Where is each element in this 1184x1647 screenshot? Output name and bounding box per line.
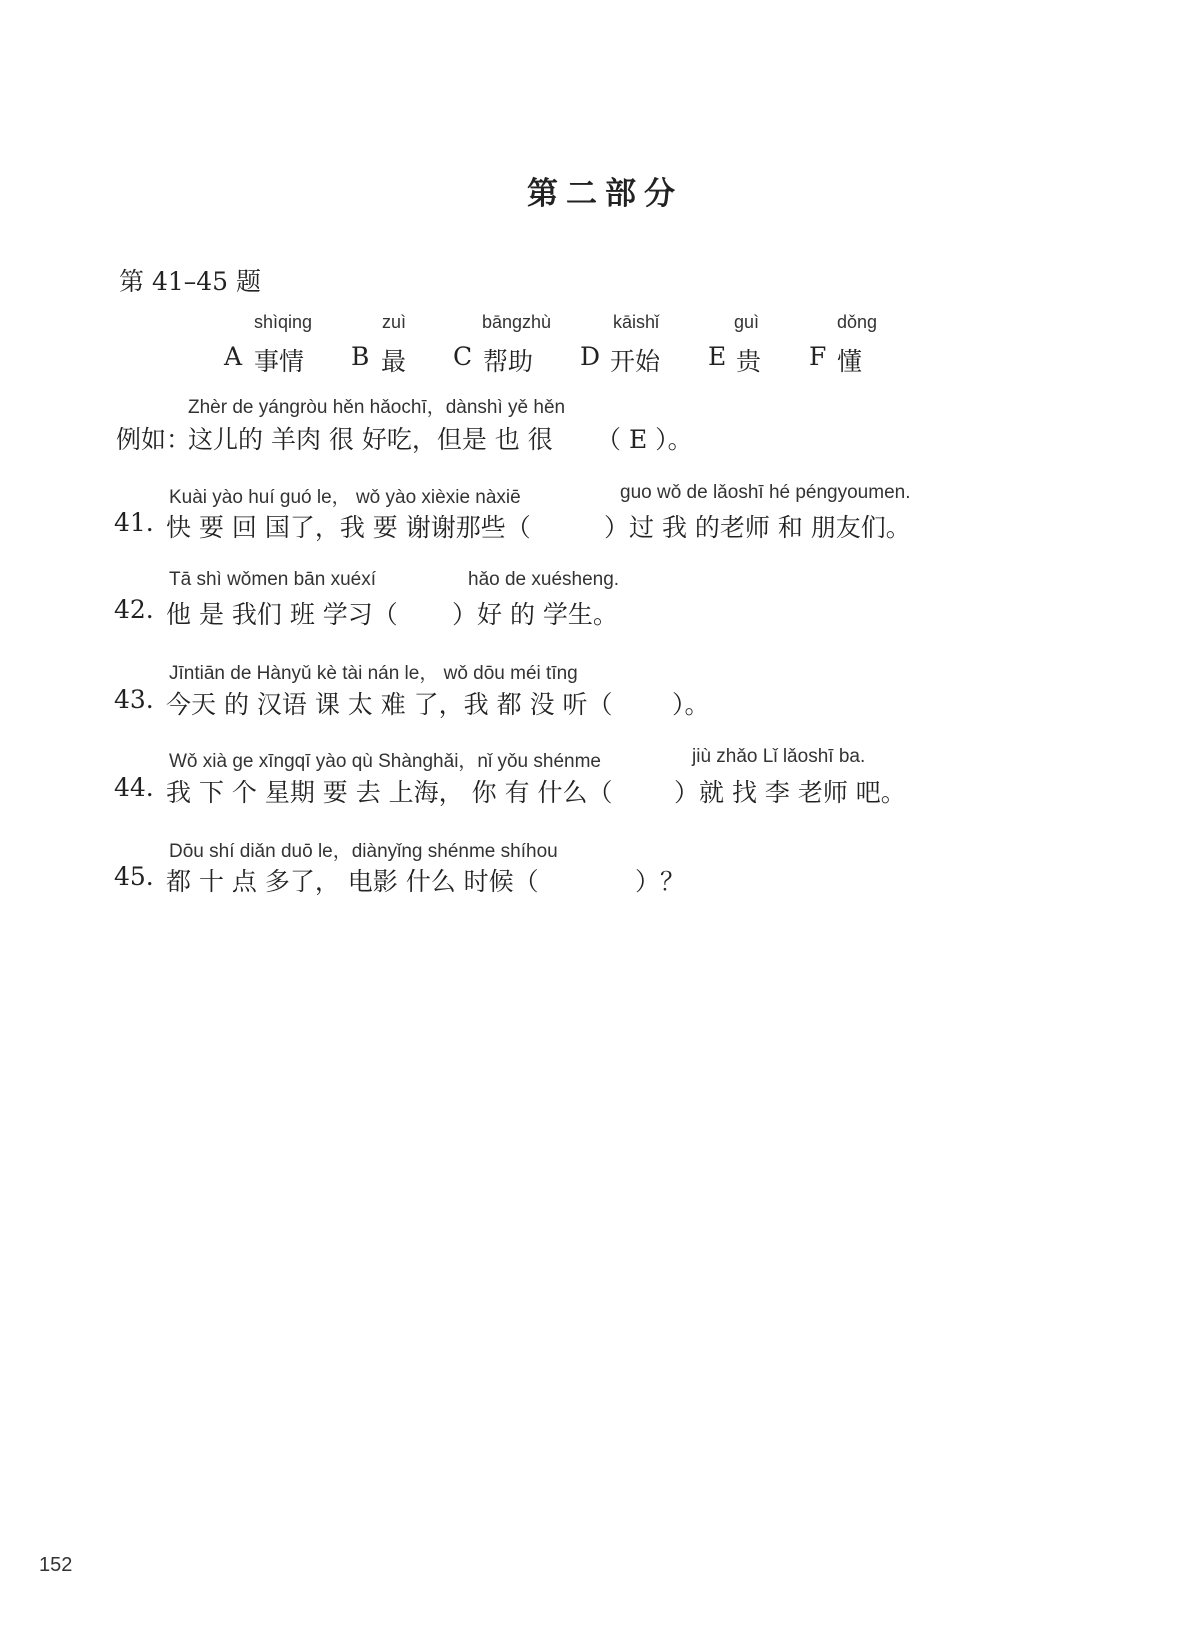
question-43-number: 43. bbox=[114, 685, 154, 714]
question-41-pinyin: Kuài yào huí guó le， wǒ yào xièxie nàxiē bbox=[169, 487, 521, 508]
question-44-sentence-tail: ）就 找 李 老师 吧。 bbox=[674, 778, 906, 807]
question-44-sentence: 我 下 个 星期 要 去 上海， 你 有 什么（ bbox=[166, 778, 613, 807]
option-letter: A bbox=[224, 342, 243, 371]
page-number: 152 bbox=[39, 1554, 73, 1576]
question-43-sentence-tail: ）。 bbox=[672, 690, 710, 719]
option-letter: C bbox=[453, 342, 473, 371]
option-word: 帮助 bbox=[483, 347, 534, 376]
question-41-sentence: 快 要 回 国了，我 要 谢谢那些（ bbox=[166, 513, 531, 542]
question-41-sentence-tail: ）过 我 的老师 和 朋友们。 bbox=[604, 513, 911, 542]
option-pinyin: kāishǐ bbox=[613, 312, 660, 332]
question-42-pinyin: Tā shì wǒmen bān xuéxí bbox=[169, 569, 376, 590]
option-pinyin: shìqing bbox=[254, 312, 313, 332]
section-heading: 第二部分 bbox=[527, 176, 683, 212]
question-44-number: 44. bbox=[114, 773, 154, 802]
option-word: 懂 bbox=[837, 347, 863, 376]
question-range: 第 41–45 题 bbox=[119, 267, 262, 296]
option-letter: D bbox=[580, 342, 601, 371]
option-pinyin: guì bbox=[734, 312, 760, 332]
question-43-sentence: 今天 的 汉语 课 太 难 了，我 都 没 听（ bbox=[166, 690, 613, 719]
option-word: 事情 bbox=[254, 347, 305, 376]
option-pinyin: bāngzhù bbox=[482, 312, 552, 332]
question-44-pinyin-tail: jiù zhǎo Lǐ lǎoshī ba. bbox=[692, 746, 866, 767]
question-45-sentence: 都 十 点 多了， 电影 什么 时候（ bbox=[166, 867, 539, 896]
option-letter: F bbox=[809, 342, 827, 371]
example-label: 例如： bbox=[116, 425, 192, 454]
question-44-pinyin: Wǒ xià ge xīngqī yào qù Shànghǎi，nǐ yǒu shénme bbox=[169, 751, 601, 772]
question-41-number: 41. bbox=[114, 508, 154, 537]
option-pinyin: zuì bbox=[382, 312, 407, 332]
option-word: 开始 bbox=[610, 347, 661, 376]
example-answer: （ E ）。 bbox=[596, 425, 693, 454]
question-45-number: 45. bbox=[114, 862, 154, 891]
option-letter: B bbox=[351, 342, 370, 371]
option-pinyin: dǒng bbox=[837, 312, 878, 332]
example-sentence: 这儿的 羊肉 很 好吃，但是 也 很 bbox=[188, 425, 553, 454]
question-41-pinyin-tail: guo wǒ de lǎoshī hé péngyoumen. bbox=[620, 482, 911, 503]
option-letter: E bbox=[708, 342, 727, 371]
question-45-pinyin: Dōu shí diǎn duō le，diànyǐng shénme shíhou bbox=[169, 841, 558, 862]
question-42-sentence: 他 是 我们 班 学习（ bbox=[166, 600, 398, 629]
question-42-pinyin-tail: hǎo de xuésheng. bbox=[468, 569, 620, 590]
example-pinyin: Zhèr de yángròu hěn hǎochī，dànshì yě hěn bbox=[188, 397, 566, 418]
question-42-number: 42. bbox=[114, 595, 154, 624]
question-45-sentence-tail: ）？ bbox=[635, 867, 686, 896]
question-43-pinyin: Jīntiān de Hànyǔ kè tài nán le， wǒ dōu méi tīng bbox=[169, 663, 578, 684]
option-word: 贵 bbox=[736, 347, 762, 376]
option-word: 最 bbox=[381, 347, 407, 376]
question-42-sentence-tail: ）好 的 学生。 bbox=[452, 600, 618, 629]
